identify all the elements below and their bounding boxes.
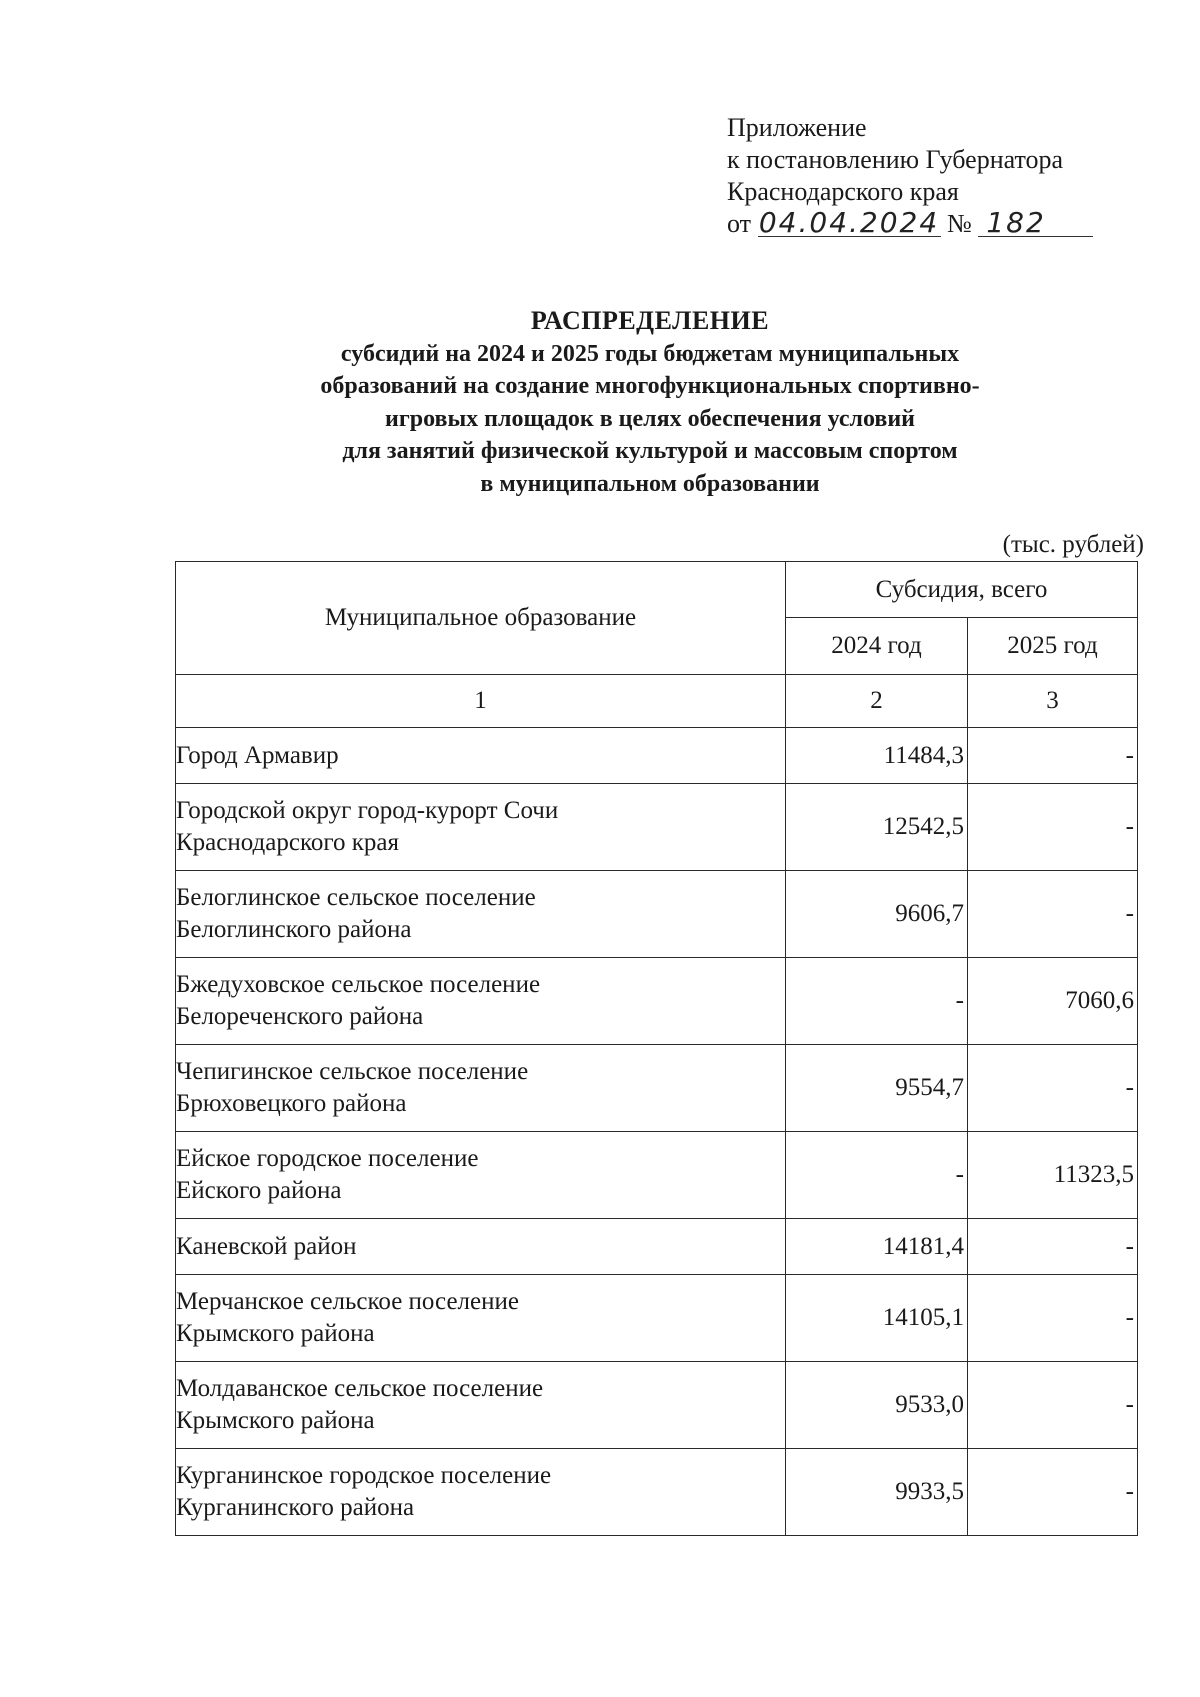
- subsidy-2024: 14181,4: [786, 1219, 968, 1275]
- subsidy-2024: 9933,5: [786, 1449, 968, 1536]
- handwritten-number: 182: [978, 210, 1093, 237]
- distribution-table: [175, 561, 1138, 1536]
- index-col-3: 3: [968, 675, 1138, 728]
- header-subsidy-total: Субсидия, всего: [786, 562, 1138, 618]
- subsidy-2025: -: [968, 1219, 1138, 1275]
- municipality-name: Каневской район: [176, 1219, 786, 1275]
- table-row: [176, 784, 1138, 871]
- municipality-name: Город Армавир: [176, 728, 786, 784]
- handwritten-date: 04.04.2024: [758, 206, 940, 239]
- subsidy-2024: 12542,5: [786, 784, 968, 871]
- table-row: [176, 1045, 1138, 1132]
- subsidy-2025: -: [968, 784, 1138, 871]
- table-row: [176, 1449, 1138, 1536]
- appendix-line-2: к постановлению Губернатора: [727, 145, 1064, 174]
- header-municipality: Муниципальное образование: [176, 562, 786, 675]
- title-line-3: игровых площадок в целях обеспечения условий: [385, 405, 915, 432]
- municipality-name: Чепигинское сельское поселение Брюховецкого района: [176, 1045, 786, 1132]
- subsidy-2024: 9554,7: [786, 1045, 968, 1132]
- municipality-name: Молдаванское сельское поселение Крымского района: [176, 1362, 786, 1449]
- table-row: [176, 1362, 1138, 1449]
- title-line-4: для занятий физической культурой и массовым спортом: [342, 438, 958, 464]
- table-row: [176, 1219, 1138, 1275]
- subsidy-2025: -: [968, 1045, 1138, 1132]
- title-line-5: в муниципальном образовании: [480, 470, 820, 497]
- header-year-2025: 2025 год: [968, 618, 1138, 675]
- table-header-row: [176, 562, 1138, 618]
- subsidy-2025: -: [968, 1275, 1138, 1362]
- title-main: РАСПРЕДЕЛЕНИЕ: [530, 306, 770, 335]
- subsidy-2024: -: [786, 958, 968, 1045]
- appendix-date-line: [727, 208, 1093, 240]
- date-prefix: от: [727, 209, 752, 238]
- index-col-2: 2: [786, 675, 968, 728]
- subsidy-2025: 7060,6: [968, 958, 1138, 1045]
- table-row: [176, 871, 1138, 958]
- municipality-name: Курганинское городское поселение Курганинского района: [176, 1449, 786, 1536]
- table-row: [176, 1132, 1138, 1219]
- appendix-line-3: Краснодарского края: [727, 177, 959, 206]
- title-line-1: субсидий на 2024 и 2025 годы бюджетам муниципальных: [340, 340, 960, 367]
- municipality-name: Белоглинское сельское поселение Белоглинского района: [176, 871, 786, 958]
- municipality-name: Городской округ город-курорт Сочи Краснодарского края: [176, 784, 786, 871]
- appendix-line-1: Приложение: [727, 113, 867, 142]
- subsidy-2025: -: [968, 871, 1138, 958]
- municipality-name: Бжедуховское сельское поселение Белореченского района: [176, 958, 786, 1045]
- subsidy-2024: -: [786, 1132, 968, 1219]
- subsidy-2024: 11484,3: [786, 728, 968, 784]
- municipality-name: Ейское городское поселение Ейского района: [176, 1132, 786, 1219]
- subsidy-2024: 9606,7: [786, 871, 968, 958]
- table-row: [176, 1275, 1138, 1362]
- table-index-row: [176, 675, 1138, 728]
- municipality-name: Мерчанское сельское поселение Крымского района: [176, 1275, 786, 1362]
- subsidy-2024: 9533,0: [786, 1362, 968, 1449]
- header-year-2024: 2024 год: [786, 618, 968, 675]
- subsidy-2025: -: [968, 1362, 1138, 1449]
- subsidy-2025: -: [968, 728, 1138, 784]
- document-title: [180, 305, 1120, 500]
- subsidy-2025: -: [968, 1449, 1138, 1536]
- subsidy-2024: 14105,1: [786, 1275, 968, 1362]
- units-label: (тыс. рублей): [1002, 531, 1144, 558]
- index-col-1: 1: [176, 675, 786, 728]
- subsidy-2025: 11323,5: [968, 1132, 1138, 1219]
- table-row: [176, 958, 1138, 1045]
- table-row: [176, 728, 1138, 784]
- number-prefix: №: [947, 209, 972, 238]
- appendix-block: [727, 112, 1093, 240]
- title-line-2: образований на создание многофункциональных спортивно-: [320, 373, 980, 399]
